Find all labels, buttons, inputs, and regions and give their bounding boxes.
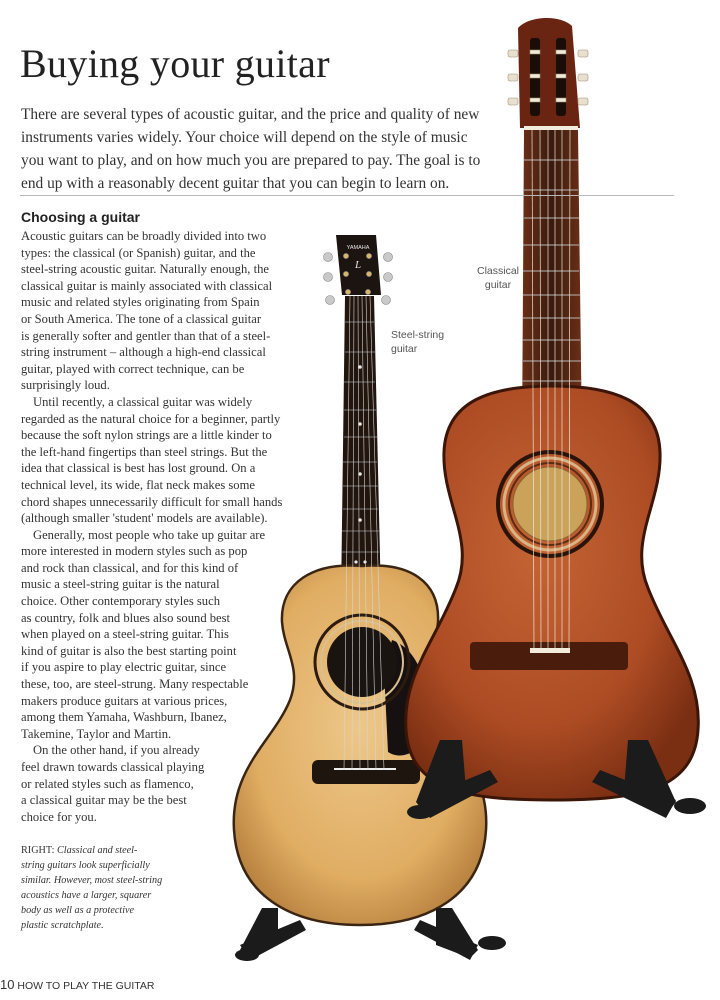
text-line: Until recently, a classical guitar was widely: [33, 394, 253, 409]
classical-body: [406, 386, 699, 800]
body-paragraph-4: [21, 742, 311, 825]
text-line: On the other hand, if you already: [33, 743, 200, 758]
text-line: surprisingly loud.: [21, 378, 110, 393]
caption-line: similar. However, most steel-string: [21, 875, 163, 886]
text-line: the left-hand fingertips than steel strings. But the: [21, 444, 268, 459]
label-line: Classical: [476, 265, 519, 277]
text-line: Takemine, Taylor and Martin.: [21, 726, 172, 741]
classical-headstock: [518, 18, 580, 128]
text-line: chord shapes unnecessarily difficult for small hands: [21, 494, 283, 509]
steel-bridge: [312, 760, 420, 784]
divider-rule: [20, 195, 674, 196]
text-line: types: the classical (or Spanish) guitar, and the: [21, 245, 256, 260]
text-line: when played on a steel-string guitar. This: [21, 627, 229, 642]
caption-label: RIGHT:: [21, 845, 55, 856]
text-line: or South America. The tone of a classical guitar: [21, 311, 262, 326]
text-line: choice for you.: [21, 809, 97, 824]
page-number: 10: [0, 977, 15, 992]
body-text: [21, 228, 311, 825]
steel-string-guitar-label: [391, 328, 451, 356]
text-line: if you aspire to play electric guitar, since: [21, 660, 227, 675]
text-line: these, too, are steel-strung. Many respectable: [21, 677, 249, 692]
headstock-logo: L: [354, 259, 362, 271]
body-paragraph-1: [21, 228, 311, 394]
caption-line: Classical and steel-: [57, 845, 138, 856]
caption-line: plastic scratchplate.: [21, 920, 104, 931]
text-line: or related styles such as flamenco,: [21, 776, 194, 791]
text-line: music a steel-string guitar is the natural: [21, 577, 220, 592]
text-line: technical level, its wide, flat neck makes some: [21, 477, 255, 492]
text-line: kind of guitar is also the best starting point: [21, 643, 237, 658]
text-line: feel drawn towards classical playing: [21, 760, 205, 774]
photo-caption: [21, 843, 196, 933]
text-line: idea that classical is best has lost ground. On a: [21, 461, 256, 476]
label-line: guitar: [391, 343, 418, 355]
page-footer: [0, 977, 155, 992]
text-line: steel-string acoustic guitar. Naturally enough, the: [21, 262, 269, 277]
intro-paragraph: There are several types of acoustic guitar, and the price and quality of new instruments varies widely. Your choice will depend on the style of music you want to play, and on how much you are prepared to pay. The goal is to end up with a reasonably decent guitar that you can begin to learn on.: [21, 106, 481, 192]
text-line: Generally, most people who take up guitar are: [33, 527, 266, 542]
caption-line: string guitars look superficially: [21, 860, 150, 871]
text-line: among them Yamaha, Washburn, Ibanez,: [21, 710, 227, 725]
text-line: more interested in modern styles such as pop: [21, 544, 248, 559]
text-line: classical guitar is mainly associated with classical: [21, 278, 273, 293]
text-line: because the soft nylon strings are a little kinder to: [21, 428, 272, 443]
text-line: choice. Other contemporary styles such: [21, 594, 220, 609]
headstock-brand: YAMAHA: [346, 245, 370, 251]
text-line: and rock than classical, and for this kind of: [21, 560, 239, 575]
text-line: is generally softer and gentler than that of a steel-: [21, 328, 271, 343]
caption-line: acoustics have a larger, squarer: [21, 890, 152, 901]
label-line: Steel-string: [391, 329, 445, 341]
section-heading: Choosing a guitar: [21, 209, 140, 225]
body-paragraph-2: [21, 394, 311, 527]
text-line: (although smaller 'student' models are available).: [21, 511, 268, 526]
classical-guitar-label: [466, 264, 530, 292]
steel-soundhole: [327, 627, 397, 697]
text-line: makers produce guitars at various prices,: [21, 693, 228, 708]
text-line: as country, folk and blues also sound best: [21, 610, 231, 625]
body-paragraph-3: [21, 527, 311, 743]
label-line: guitar: [484, 279, 512, 291]
text-line: Acoustic guitars can be broadly divided into two: [21, 229, 267, 243]
page-title: Buying your guitar: [20, 41, 330, 86]
text-line: string instrument – although a high-end classical: [21, 345, 266, 360]
classical-bridge: [470, 642, 628, 670]
text-line: music and related styles originating from Spain: [21, 295, 260, 310]
caption-line: body as well as a protective: [21, 905, 135, 916]
text-line: guitar, played with correct technique, can be: [21, 361, 245, 376]
text-line: a classical guitar may be the best: [21, 793, 187, 808]
text-line: regarded as the natural choice for a beginner, partly: [21, 411, 281, 426]
running-title: HOW TO PLAY THE GUITAR: [17, 980, 155, 992]
